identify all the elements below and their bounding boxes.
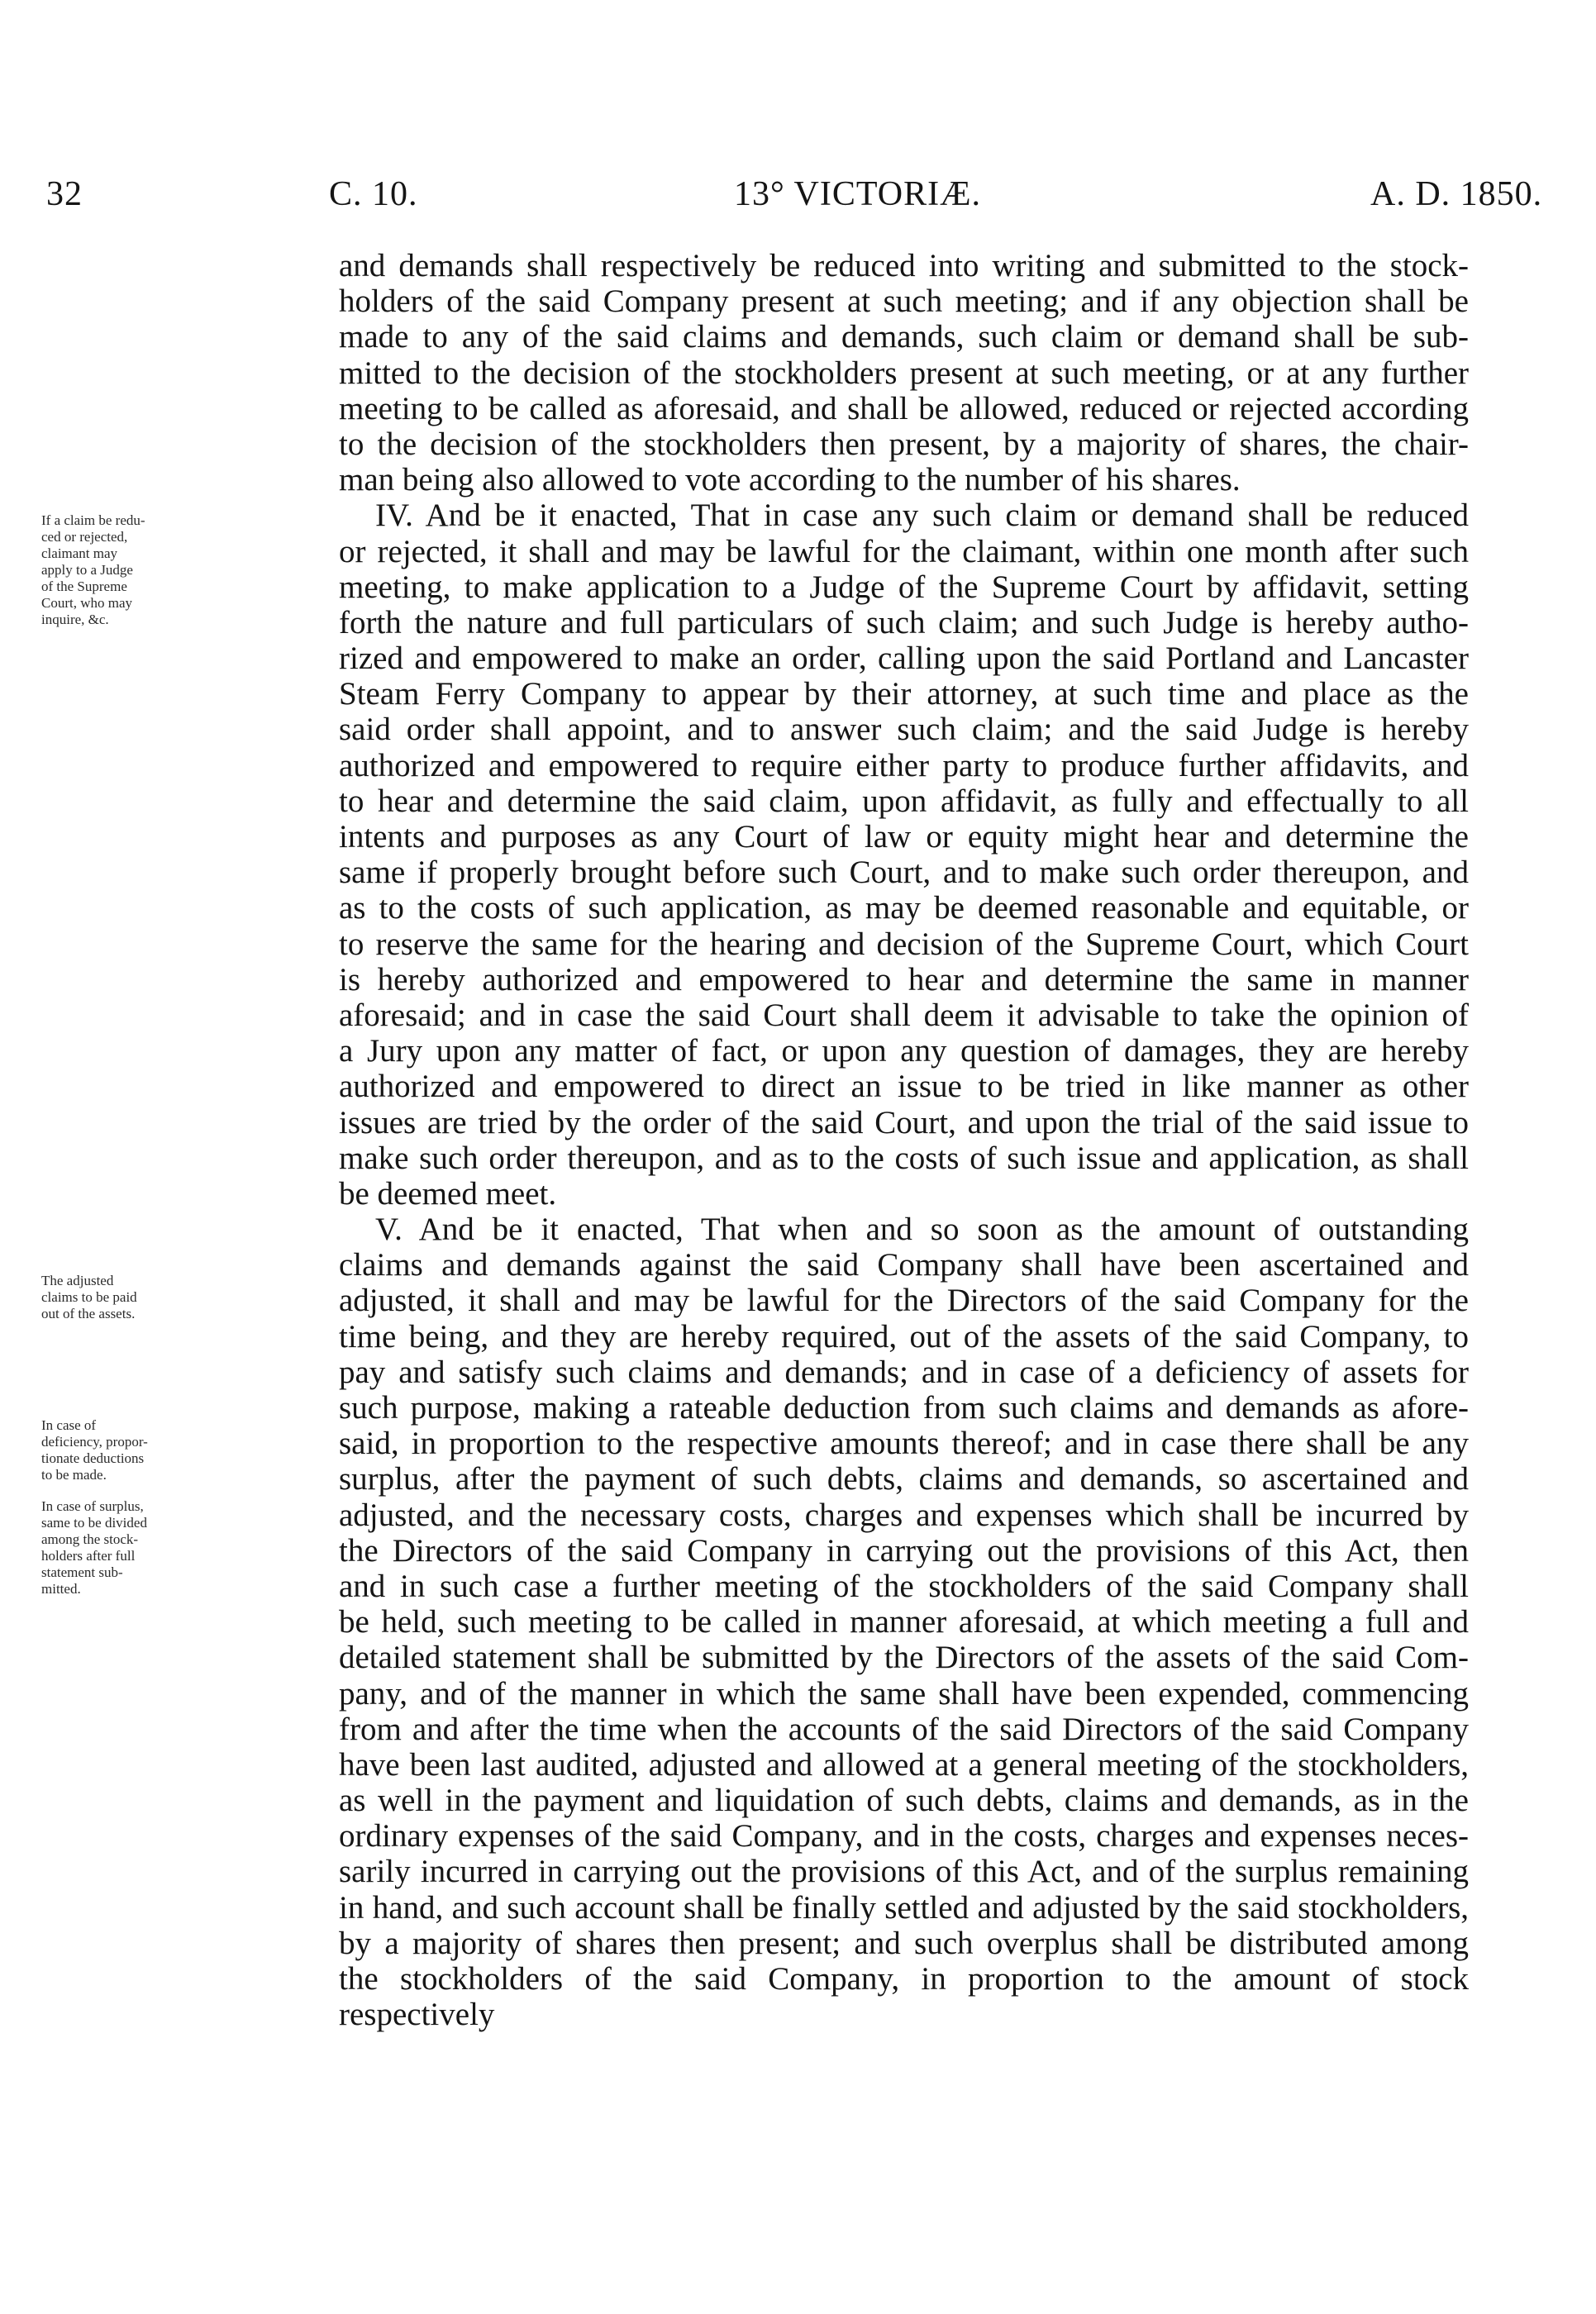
body-line: have been last audited, adjusted and allowed at a general meeting of the stockholders, — [339, 1746, 1469, 1783]
body-line: to the decision of the stockholders then present, by a majority of shares, the chair- — [339, 426, 1469, 462]
body-line: in hand, and such account shall be finally settled and adjusted by the said stockholders, — [339, 1889, 1469, 1926]
margin-note-line: apply to a Judge — [41, 562, 133, 578]
margin-note-line: claimant may — [41, 545, 118, 561]
body-line: be deemed meet. — [339, 1175, 557, 1212]
margin-note-line: mitted. — [41, 1581, 81, 1597]
chapter-heading: C. 10. — [329, 175, 418, 213]
body-line: the Directors of the said Company in carrying out the provisions of this Act, then — [339, 1532, 1469, 1569]
margin-note-claim-reduced — [41, 512, 314, 628]
margin-note-line: same to be divided — [41, 1515, 147, 1531]
body-line: man being also allowed to vote according to the number of his shares. — [339, 462, 1241, 498]
body-line: surplus, after the payment of such debts, claims and demands, so ascertained and — [339, 1461, 1469, 1497]
body-line: pay and satisfy such claims and demands; and in case of a deficiency of assets for — [339, 1354, 1469, 1390]
margin-note-line: In case of — [41, 1417, 97, 1433]
margin-note-line: deficiency, propor- — [41, 1434, 148, 1450]
body-line: holders of the said Company present at such meeting; and if any objection shall be — [339, 283, 1469, 320]
body-line: rized and empowered to make an order, calling upon the said Portland and Lancaster — [339, 640, 1469, 677]
body-line: is hereby authorized and empowered to hear and determine the same in manner — [339, 961, 1469, 997]
section-v-first-line: V. And be it enacted, That when and so soon as the amount of outstanding — [375, 1212, 1469, 1248]
body-line: same if properly brought before such Court, and to make such order thereupon, and — [339, 855, 1469, 891]
body-line: forth the nature and full particulars of such claim; and such Judge is hereby autho- — [339, 604, 1469, 640]
body-line: ordinary expenses of the said Company, and in the costs, charges and expenses neces- — [339, 1818, 1469, 1855]
margin-note-line: In case of surplus, — [41, 1498, 144, 1514]
regnal-year-heading: 13° VICTORIÆ. — [734, 175, 981, 213]
margin-note-line: out of the assets. — [41, 1306, 136, 1321]
body-line: meeting, to make application to a Judge of the Supreme Court by affidavit, setting — [339, 569, 1469, 605]
margin-note-line: to be made. — [41, 1467, 107, 1483]
margin-note-line: of the Supreme — [41, 578, 127, 594]
body-line: as to the costs of such application, as may be deemed reasonable and equitable, or — [339, 890, 1469, 926]
body-line: made to any of the said claims and demands, such claim or demand shall be sub- — [339, 319, 1469, 355]
body-line: aforesaid; and in case the said Court shall deem it advisable to take the opinion of — [339, 997, 1469, 1033]
body-line: make such order thereupon, and as to the costs of such issue and application, as shall — [339, 1140, 1469, 1176]
body-line: issues are tried by the order of the said Court, and upon the trial of the said issue to — [339, 1104, 1469, 1140]
margin-note-line: inquire, &c. — [41, 612, 109, 627]
body-line: from and after the time when the accounts of the said Directors of the said Company — [339, 1711, 1469, 1747]
body-line: adjusted, and the necessary costs, charges and expenses which shall be incurred by — [339, 1497, 1469, 1533]
body-line: pany, and of the manner in which the same shall have been expended, commencing — [339, 1675, 1469, 1712]
page-number: 32 — [46, 175, 83, 213]
body-line: to reserve the same for the hearing and decision of the Supreme Court, which Court — [339, 926, 1469, 962]
body-line: a Jury upon any matter of fact, or upon any question of damages, they are hereby — [339, 1033, 1469, 1069]
margin-note-line: tionate deductions — [41, 1450, 145, 1466]
statute-body-text — [339, 248, 1469, 2069]
body-line: or rejected, it shall and may be lawful for the claimant, within one month after such — [339, 533, 1469, 569]
margin-note-line: holders after full — [41, 1548, 136, 1564]
body-line: said, in proportion to the respective amounts thereof; and in case there shall be any — [339, 1426, 1469, 1462]
section-iv-first-line: IV. And be it enacted, That in case any such claim or demand shall be reduced — [375, 498, 1469, 534]
body-line: and in such case a further meeting of the stockholders of the said Company shall — [339, 1568, 1469, 1604]
body-line: authorized and empowered to direct an issue to be tried in like manner as other — [339, 1069, 1469, 1105]
margin-note-line: statement sub- — [41, 1564, 123, 1580]
body-line: said order shall appoint, and to answer such claim; and the said Judge is hereby — [339, 712, 1469, 748]
body-line: respectively — [339, 1997, 495, 2033]
year-heading: A. D. 1850. — [1370, 175, 1543, 213]
margin-note-line: ced or rejected, — [41, 529, 128, 545]
body-line: Steam Ferry Company to appear by their attorney, at such time and place as the — [339, 676, 1469, 712]
margin-note-surplus — [41, 1498, 314, 1597]
body-line: by a majority of shares then present; and such overplus shall be distributed among — [339, 1925, 1469, 1961]
margin-note-deficiency — [41, 1417, 314, 1483]
body-line: mitted to the decision of the stockholders present at such meeting, or at any further — [339, 355, 1469, 391]
body-line: detailed statement shall be submitted by the Directors of the assets of the said Com- — [339, 1640, 1469, 1676]
body-line: the stockholders of the said Company, in proportion to the amount of stock — [339, 1961, 1469, 1997]
body-line: sarily incurred in carrying out the provisions of this Act, and of the surplus remaining — [339, 1854, 1469, 1890]
body-line: be held, such meeting to be called in manner aforesaid, at which meeting a full and — [339, 1604, 1469, 1640]
margin-note-line: If a claim be redu- — [41, 512, 145, 528]
body-line: claims and demands against the said Company shall have been ascertained and — [339, 1247, 1469, 1283]
margin-note-line: The adjusted — [41, 1273, 114, 1288]
catchword — [339, 2032, 1469, 2068]
body-line: as well in the payment and liquidation of such debts, claims and demands, as in the — [339, 1783, 1469, 1819]
margin-note-line: claims to be paid — [41, 1289, 137, 1305]
body-line: time being, and they are hereby required, out of the assets of the said Company, to — [339, 1318, 1469, 1355]
body-line: intents and purposes as any Court of law or equity might hear and determine the — [339, 819, 1469, 855]
body-line: such purpose, making a rateable deduction from such claims and demands as afore- — [339, 1390, 1469, 1426]
body-line: meeting to be called as aforesaid, and shall be allowed, reduced or rejected according — [339, 390, 1469, 426]
body-line: authorized and empowered to require either party to produce further affidavits, and — [339, 747, 1469, 783]
margin-note-line: Court, who may — [41, 595, 133, 611]
body-line: adjusted, it shall and may be lawful for the Directors of the said Company for the — [339, 1283, 1469, 1319]
body-line: to hear and determine the said claim, upon affidavit, as fully and effectually to all — [339, 783, 1469, 819]
margin-note-line: among the stock- — [41, 1531, 139, 1547]
margin-note-adjusted-claims — [41, 1273, 314, 1322]
body-line: and demands shall respectively be reduced into writing and submitted to the stock- — [339, 248, 1469, 283]
